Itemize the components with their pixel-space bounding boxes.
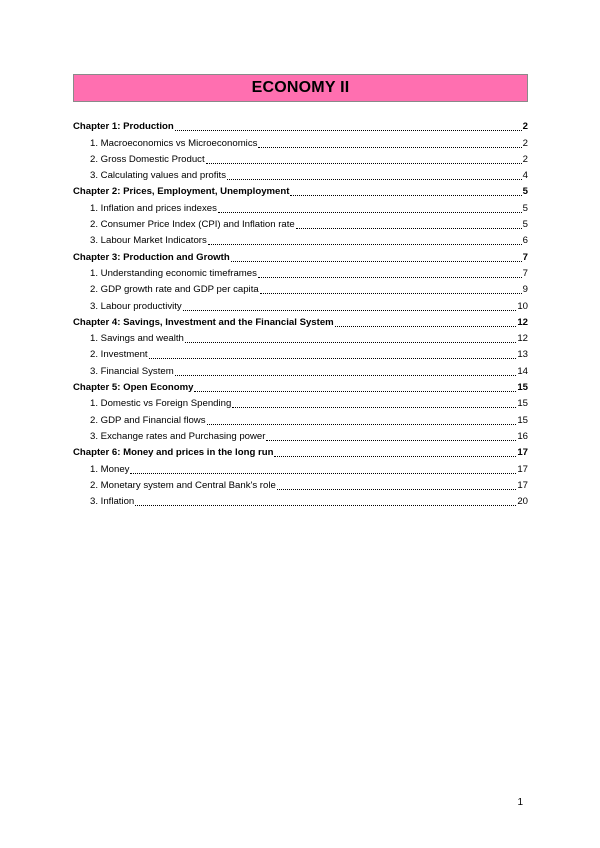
- toc-entry-label: 1. Understanding economic timeframes: [90, 267, 257, 279]
- toc-entry-label: Chapter 4: Savings, Investment and the Financial System: [73, 316, 334, 328]
- toc-section-entry[interactable]: [73, 198, 528, 214]
- toc-entry-label: 2. GDP growth rate and GDP per capita: [90, 284, 259, 296]
- toc-dot-leader: [260, 293, 522, 294]
- toc-entry-label: 3. Labour productivity: [90, 300, 182, 312]
- toc-dot-leader: [231, 261, 522, 262]
- toc-dot-leader: [232, 407, 516, 408]
- toc-entry-page: 13: [517, 349, 528, 361]
- toc-section-entry[interactable]: [73, 215, 528, 231]
- toc-section-entry[interactable]: [73, 296, 528, 312]
- toc-dot-leader: [194, 391, 516, 392]
- toc-entry-page: 16: [517, 430, 528, 442]
- toc-dot-leader: [175, 130, 522, 131]
- page-number: 1: [517, 797, 523, 808]
- toc-entry-label: Chapter 6: Money and prices in the long run: [73, 447, 274, 459]
- toc-entry-label: 1. Money: [90, 463, 130, 475]
- toc-section-entry[interactable]: [73, 231, 528, 247]
- toc-section-entry[interactable]: [73, 410, 528, 426]
- toc-section-entry[interactable]: [73, 133, 528, 149]
- toc-dot-leader: [149, 358, 517, 359]
- toc-chapter-entry[interactable]: [73, 117, 528, 133]
- toc-entry-page: 17: [517, 447, 528, 459]
- toc-chapter-entry[interactable]: [73, 247, 528, 263]
- toc-dot-leader: [266, 440, 516, 441]
- toc-dot-leader: [207, 424, 517, 425]
- toc-section-entry[interactable]: [73, 345, 528, 361]
- toc-chapter-entry[interactable]: [73, 313, 528, 329]
- toc-entry-label: 2. Consumer Price Index (CPI) and Inflation rate: [90, 219, 295, 231]
- toc-entry-page: 12: [517, 316, 528, 328]
- toc-entry-page: 12: [517, 333, 528, 345]
- toc-section-entry[interactable]: [73, 361, 528, 377]
- toc-entry-page: 4: [522, 170, 528, 182]
- toc-entry-page: 5: [522, 186, 528, 198]
- toc-entry-label: 2. Investment: [90, 349, 148, 361]
- toc-section-entry[interactable]: [73, 459, 528, 475]
- toc-dot-leader: [227, 179, 522, 180]
- toc-section-entry[interactable]: [73, 280, 528, 296]
- toc-entry-label: 3. Labour Market Indicators: [90, 235, 207, 247]
- toc-entry-page: 14: [517, 365, 528, 377]
- document-title: ECONOMY II: [251, 79, 350, 96]
- toc-entry-label: Chapter 2: Prices, Employment, Unemployment: [73, 186, 290, 198]
- document-title-banner: [73, 74, 528, 102]
- toc-section-entry[interactable]: [73, 492, 528, 508]
- toc-section-entry[interactable]: [73, 264, 528, 280]
- toc-dot-leader: [258, 277, 522, 278]
- toc-dot-leader: [185, 342, 516, 343]
- toc-dot-leader: [296, 228, 522, 229]
- toc-dot-leader: [208, 244, 522, 245]
- toc-dot-leader: [130, 473, 516, 474]
- toc-section-entry[interactable]: [73, 427, 528, 443]
- toc-entry-page: 17: [517, 463, 528, 475]
- toc-entry-page: 15: [517, 382, 528, 394]
- toc-entry-page: 7: [522, 267, 528, 279]
- toc-entry-label: 3. Inflation: [90, 496, 135, 508]
- toc-entry-page: 10: [517, 300, 528, 312]
- toc-entry-page: 20: [517, 496, 528, 508]
- toc-entry-page: 7: [522, 251, 528, 263]
- toc-entry-page: 2: [522, 121, 528, 133]
- table-of-contents: [73, 117, 528, 508]
- toc-entry-label: 2. Monetary system and Central Bank's role: [90, 479, 276, 491]
- toc-entry-page: 5: [522, 202, 528, 214]
- toc-entry-page: 2: [522, 153, 528, 165]
- toc-dot-leader: [135, 505, 516, 506]
- toc-dot-leader: [218, 212, 522, 213]
- toc-section-entry[interactable]: [73, 476, 528, 492]
- toc-entry-label: 3. Exchange rates and Purchasing power: [90, 430, 266, 442]
- toc-dot-leader: [183, 310, 517, 311]
- toc-entry-label: 3. Financial System: [90, 365, 174, 377]
- toc-dot-leader: [274, 456, 516, 457]
- toc-entry-label: 1. Inflation and prices indexes: [90, 202, 217, 214]
- toc-entry-page: 15: [517, 414, 528, 426]
- toc-chapter-entry[interactable]: [73, 443, 528, 459]
- toc-entry-page: 15: [517, 398, 528, 410]
- toc-chapter-entry[interactable]: [73, 378, 528, 394]
- toc-entry-label: 3. Calculating values and profits: [90, 170, 226, 182]
- toc-dot-leader: [290, 195, 521, 196]
- toc-entry-page: 17: [517, 479, 528, 491]
- toc-dot-leader: [277, 489, 517, 490]
- toc-entry-label: 2. GDP and Financial flows: [90, 414, 206, 426]
- toc-dot-leader: [335, 326, 517, 327]
- toc-entry-page: 6: [522, 235, 528, 247]
- toc-entry-label: Chapter 5: Open Economy: [73, 382, 194, 394]
- toc-section-entry[interactable]: [73, 329, 528, 345]
- toc-dot-leader: [175, 375, 517, 376]
- toc-entry-page: 5: [522, 219, 528, 231]
- toc-section-entry[interactable]: [73, 150, 528, 166]
- toc-entry-label: 1. Savings and wealth: [90, 333, 184, 345]
- toc-section-entry[interactable]: [73, 166, 528, 182]
- toc-entry-page: 2: [522, 137, 528, 149]
- toc-chapter-entry[interactable]: [73, 182, 528, 198]
- toc-entry-label: 2. Gross Domestic Product: [90, 153, 205, 165]
- toc-section-entry[interactable]: [73, 394, 528, 410]
- toc-dot-leader: [258, 147, 521, 148]
- toc-entry-label: Chapter 3: Production and Growth: [73, 251, 230, 263]
- toc-entry-page: 9: [522, 284, 528, 296]
- toc-dot-leader: [206, 163, 522, 164]
- toc-entry-label: 1. Domestic vs Foreign Spending: [90, 398, 232, 410]
- toc-entry-label: 1. Macroeconomics vs Microeconomics: [90, 137, 258, 149]
- toc-entry-label: Chapter 1: Production: [73, 121, 174, 133]
